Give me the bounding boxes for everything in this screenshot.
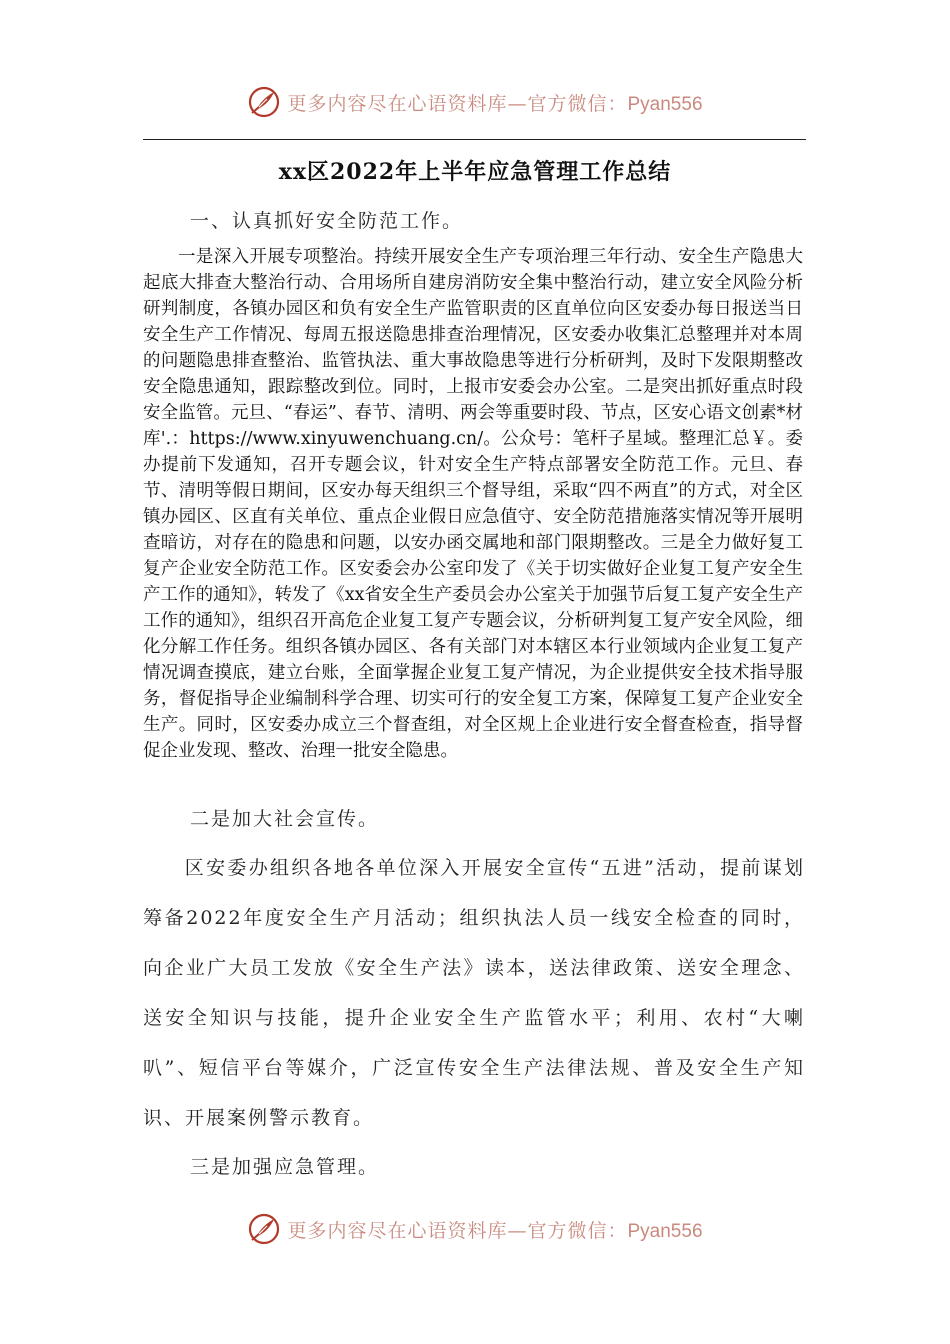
footer-banner (0, 1207, 950, 1251)
feather-pen-logo-icon (247, 1212, 281, 1246)
section-1-heading: 一、认真抓好安全防范工作。 (190, 210, 464, 232)
section-1-body: 一是深入开展专项整治。持续开展安全生产专项治理三年行动、安全生产隐患大起底大排查大整治行动、合用场所自建房消防安全集中整治行动，建立安全风险分析研判制度，各镇办园区和负有安全生产监管职责的区直单位向区安委办每日报送当日安全生产工作情况、每周五报送隐患排查治理情况，区安委办收集汇总整理并对本周的问题隐患排查整治、监管执法、重大事故隐患等进行分析研判，及时下发限期整改安全隐患通知，跟踪整改到位。同时，上报市安委会办公室。二是突出抓好重点时段安全监管。元旦、“春运”、春节、清明、两会等重要时段、节点，区安心语文创素*材库'.：https://www.xinyuwenchuang.cn/。公众号：笔杆子星域。整理汇总￥。委办提前下发通知，召开专题会议，针对安全生产特点部署安全防范工作。元旦、春节、清明等假日期间，区安办每天组织三个督导组，采取“四不两直”的方式，对全区镇办园区、区直有关单位、重点企业假日应急值守、安全防范措施落实情况等开展明查暗访，对存在的隐患和问题，以安办函交属地和部门限期整改。三是全力做好复工复产企业安全防范工作。区安委会办公室印发了《关于切实做好企业复工复产安全生产工作的通知》，转发了《xx省安全生产委员会办公室关于加强节后复工复产安全生产工作的通知》，组织召开高危企业复工复产专题会议，分析研判复工复产安全风险，细化分解工作任务。组织各镇办园区、各有关部门对本辖区本行业领域内企业复工复产情况调查摸底，建立台账，全面掌握企业复工复产情况，为企业提供安全技术指导服务，督促指导企业编制科学合理、切实可行的安全复工方案，保障复工复产企业安全生产。同时，区安委办成立三个督查组，对全区规上企业进行安全督查检查，指导督促企业发现、整改、治理一批安全隐患。 (143, 247, 803, 761)
wechat-id: Pyan556 (627, 1220, 703, 1242)
section-2-heading: 二是加大社会宣传。 (190, 808, 380, 830)
banner-text: 更多内容尽在心语资料库—官方微信：Pyan556 (287, 92, 703, 115)
banner-text: 更多内容尽在心语资料库—官方微信：Pyan556 (287, 1219, 703, 1242)
section-2-body: 区安委办组织各地各单位深入开展安全宣传“五进”活动，提前谋划筹备2022年度安全生产月活动；组织执法人员一线安全检查的同时，向企业广大员工发放《安全生产法》读本，送法律政策、送安全理念、送安全知识与技能，提升企业安全生产监管水平；利用、农村“大喇叭”、短信平台等媒介，广泛宣传安全生产法律法规、普及安全生产知识、开展案例警示教育。 (143, 857, 805, 1129)
section-3-heading: 三是加强应急管理。 (190, 1156, 380, 1178)
document-title: xx区2022年上半年应急管理工作总结 (278, 159, 672, 185)
feather-pen-logo-icon (247, 85, 281, 119)
wechat-id: Pyan556 (627, 93, 703, 115)
header-banner (0, 80, 950, 124)
header-divider (143, 139, 806, 140)
